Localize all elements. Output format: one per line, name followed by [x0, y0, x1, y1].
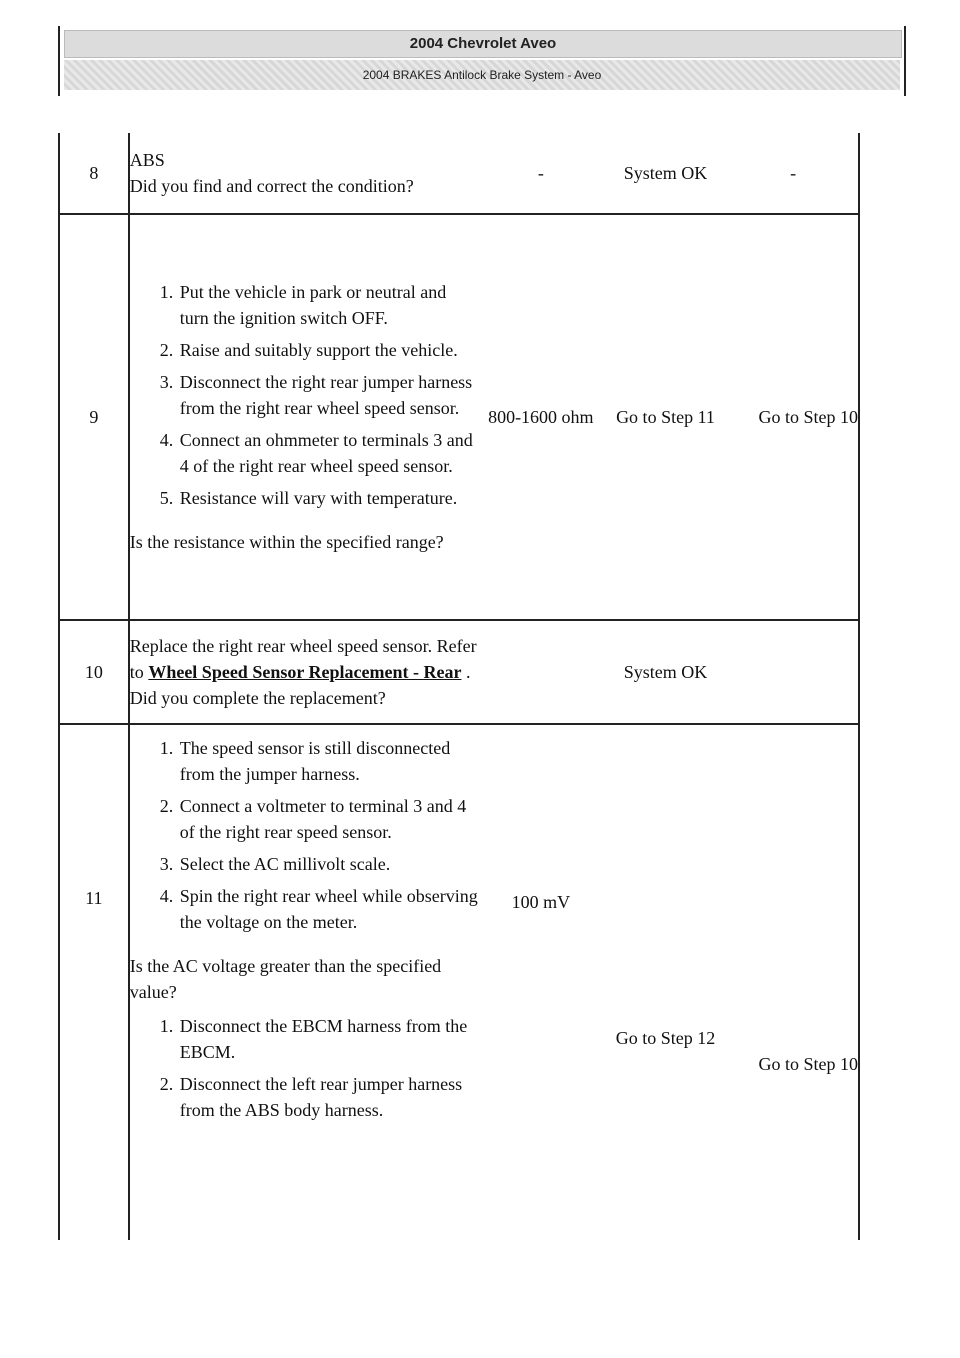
- table-row-step-11: [59, 724, 859, 1240]
- list-item: 2. Disconnect the left rear jumper harness from the ABS body harness.: [178, 1071, 479, 1123]
- procedure-list: [130, 279, 479, 511]
- yes-cell: System OK: [603, 133, 729, 214]
- list-item: 1. Put the vehicle in park or neutral and turn the ignition switch OFF.: [178, 279, 479, 331]
- question-text: Is the AC voltage greater than the specified value?: [129, 956, 442, 1002]
- no-text: -: [790, 163, 797, 183]
- question-text: Did you find and correct the condition?: [129, 176, 414, 196]
- list-item: 5. Resistance will vary with temperature.: [178, 485, 479, 511]
- value-cell: 800-1600 ohm: [479, 214, 603, 620]
- no-cell: [728, 133, 859, 214]
- yes-cell: [603, 724, 729, 1240]
- yes-cell: System OK: [603, 620, 729, 724]
- yes-cell: Go to Step 11: [603, 214, 729, 620]
- step-number: 8: [59, 133, 129, 214]
- step-number-text: 11: [85, 888, 103, 908]
- wheel-speed-sensor-link[interactable]: Wheel Speed Sensor Replacement - Rear: [148, 662, 462, 682]
- no-cell: [728, 724, 859, 1240]
- step-number: [59, 724, 129, 1240]
- list-item: 3. Disconnect the right rear jumper harness from the right rear wheel speed sensor.: [178, 369, 479, 421]
- step-number: 9: [59, 214, 129, 620]
- list-item: 3. Select the AC millivolt scale.: [178, 851, 479, 877]
- list-item: 2. Connect a voltmeter to terminal 3 and 4 of the right rear speed sensor.: [178, 793, 479, 845]
- document-subtitle: 2004 BRAKES Antilock Brake System - Aveo: [64, 60, 900, 90]
- value-text: 100 mV: [511, 892, 571, 912]
- no-cell: [728, 620, 859, 724]
- action-title: ABS: [129, 150, 165, 170]
- list-item: 4. Spin the right rear wheel while observing the voltage on the meter.: [178, 883, 479, 935]
- step-number: 10: [59, 620, 129, 724]
- procedure-list: [130, 735, 479, 935]
- action-text: Replace the right rear wheel speed sensor. Refer to: [129, 636, 477, 682]
- list-item: 2. Raise and suitably support the vehicle.: [178, 337, 479, 363]
- question-text: Is the resistance within the specified range?: [129, 532, 444, 552]
- action-cell: [129, 620, 479, 724]
- diagnostic-table: [58, 133, 860, 1240]
- action-cell: [129, 214, 479, 620]
- table-row-step-8: [59, 133, 859, 214]
- no-cell: Go to Step 10: [728, 214, 859, 620]
- value-cell: [479, 133, 603, 214]
- action-suffix: .: [461, 662, 471, 682]
- yes-text: Go to Step 12: [615, 1028, 716, 1048]
- procedure-list-next: [130, 1013, 479, 1123]
- table-row-step-10: [59, 620, 859, 724]
- value-cell: [479, 620, 603, 724]
- no-text: Go to Step 10: [758, 1054, 858, 1074]
- question-text: Did you complete the replacement?: [129, 688, 386, 708]
- header-right-rule: [904, 26, 906, 96]
- value-text: -: [537, 163, 544, 183]
- list-item: 4. Connect an ohmmeter to terminals 3 and 4 of the right rear wheel speed sensor.: [178, 427, 479, 479]
- document-title: 2004 Chevrolet Aveo: [64, 30, 902, 58]
- list-item: 1. Disconnect the EBCM harness from the EBCM.: [178, 1013, 479, 1065]
- table-row-step-9: [59, 214, 859, 620]
- header-left-rule: [58, 26, 60, 96]
- list-item: 1. The speed sensor is still disconnected from the jumper harness.: [178, 735, 479, 787]
- action-cell: [129, 133, 479, 214]
- action-cell: [129, 724, 479, 1240]
- page-header: [58, 26, 906, 96]
- value-cell: [479, 724, 603, 1240]
